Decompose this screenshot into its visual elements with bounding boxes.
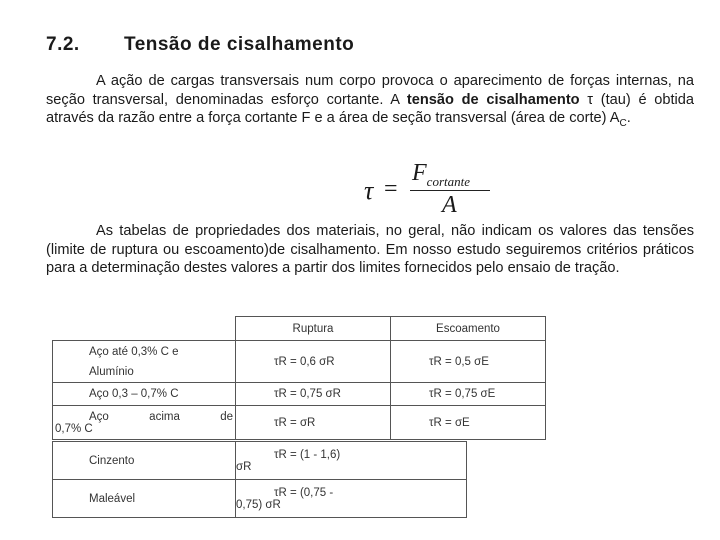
table1-row3-material (53, 406, 236, 440)
paragraph1-subscript: C (619, 117, 627, 129)
table2-row2-value (236, 480, 467, 518)
table-row (53, 442, 467, 480)
table1-row1-material-line1: Aço até 0,3% C e (89, 345, 179, 358)
table2-row2-value-line1: τR = (0,75 - (274, 486, 334, 499)
section-heading (46, 34, 354, 56)
formula-numerator (412, 160, 470, 190)
table1-row1-material (53, 341, 236, 383)
formula-numerator-subscript: cortante (426, 173, 470, 189)
section-number: 7.2. (46, 34, 80, 55)
table1-row2-escoamento: τR = 0,75 σE (391, 383, 546, 406)
table1-row1-material-line2: Alumínio (89, 365, 134, 378)
formula-fraction-bar (410, 190, 490, 191)
table1-row3-escoamento: τR = σE (391, 406, 546, 440)
table2-row1-value-line2: σR (236, 460, 252, 473)
table-row (53, 341, 546, 383)
table-row (53, 480, 467, 518)
table2-row2-value-line2: 0,75) σR (236, 498, 281, 511)
table2-row1-value (236, 442, 467, 480)
formula-equals: = (384, 176, 398, 202)
paragraph1-text-c: . (626, 110, 631, 126)
formula-lhs: τ (364, 176, 374, 205)
table1-header-ruptura: Ruptura (236, 317, 391, 341)
section-title: Tensão de cisalhamento (124, 34, 355, 55)
paragraph-shear-definition (46, 72, 694, 133)
table2-row1-material: Cinzento (53, 442, 236, 480)
paragraph1-text-a: A ação de cargas transversais num corpo provoca o aparecimento de forças internas, na seção transversal, denominadas esforço cortante. A (46, 73, 694, 108)
paragraph1-text-b: τ (tau) é obtida através da razão entre a força cortante F e a área de seção transversal (área de corte) A (46, 91, 695, 126)
table2-row2-material: Maleável (53, 480, 236, 518)
table1-row3-material-line1: Aço acima de (89, 410, 233, 423)
table1-row2-ruptura: τR = 0,75 σR (236, 383, 391, 406)
formula-numerator-symbol: F (412, 160, 427, 186)
table2-row1-value-line1: τR = (1 - 1,6) (274, 448, 341, 461)
paragraph2-text: As tabelas de propriedades dos materiais, no geral, não indicam os valores das tensões (limite de ruptura ou escoamento)de cisalhamento. Em nosso estudo seguiremos critérios práticos para a determinação destes valores a partir dos limites fornecidos pelo ensaio de tração. (46, 223, 694, 276)
table1-row3-material-line2: 0,7% C (55, 422, 93, 435)
formula-denominator: A (442, 192, 457, 218)
table-row (53, 383, 546, 406)
table1-row1-ruptura: τR = 0,6 σR (236, 341, 391, 383)
table1-header-escoamento: Escoamento (391, 317, 546, 341)
shear-stress-table-steel (52, 316, 546, 440)
table1-corner (53, 317, 236, 341)
paragraph-tables-note (46, 222, 694, 278)
table1-row1-escoamento: τR = 0,5 σE (391, 341, 546, 383)
paragraph1-bold-term: tensão de cisalhamento (406, 91, 580, 108)
table1-row3-ruptura: τR = σR (236, 406, 391, 440)
table1-row2-material: Aço 0,3 – 0,7% C (53, 383, 236, 406)
shear-stress-table-cast-iron (52, 441, 467, 518)
table-row (53, 406, 546, 440)
